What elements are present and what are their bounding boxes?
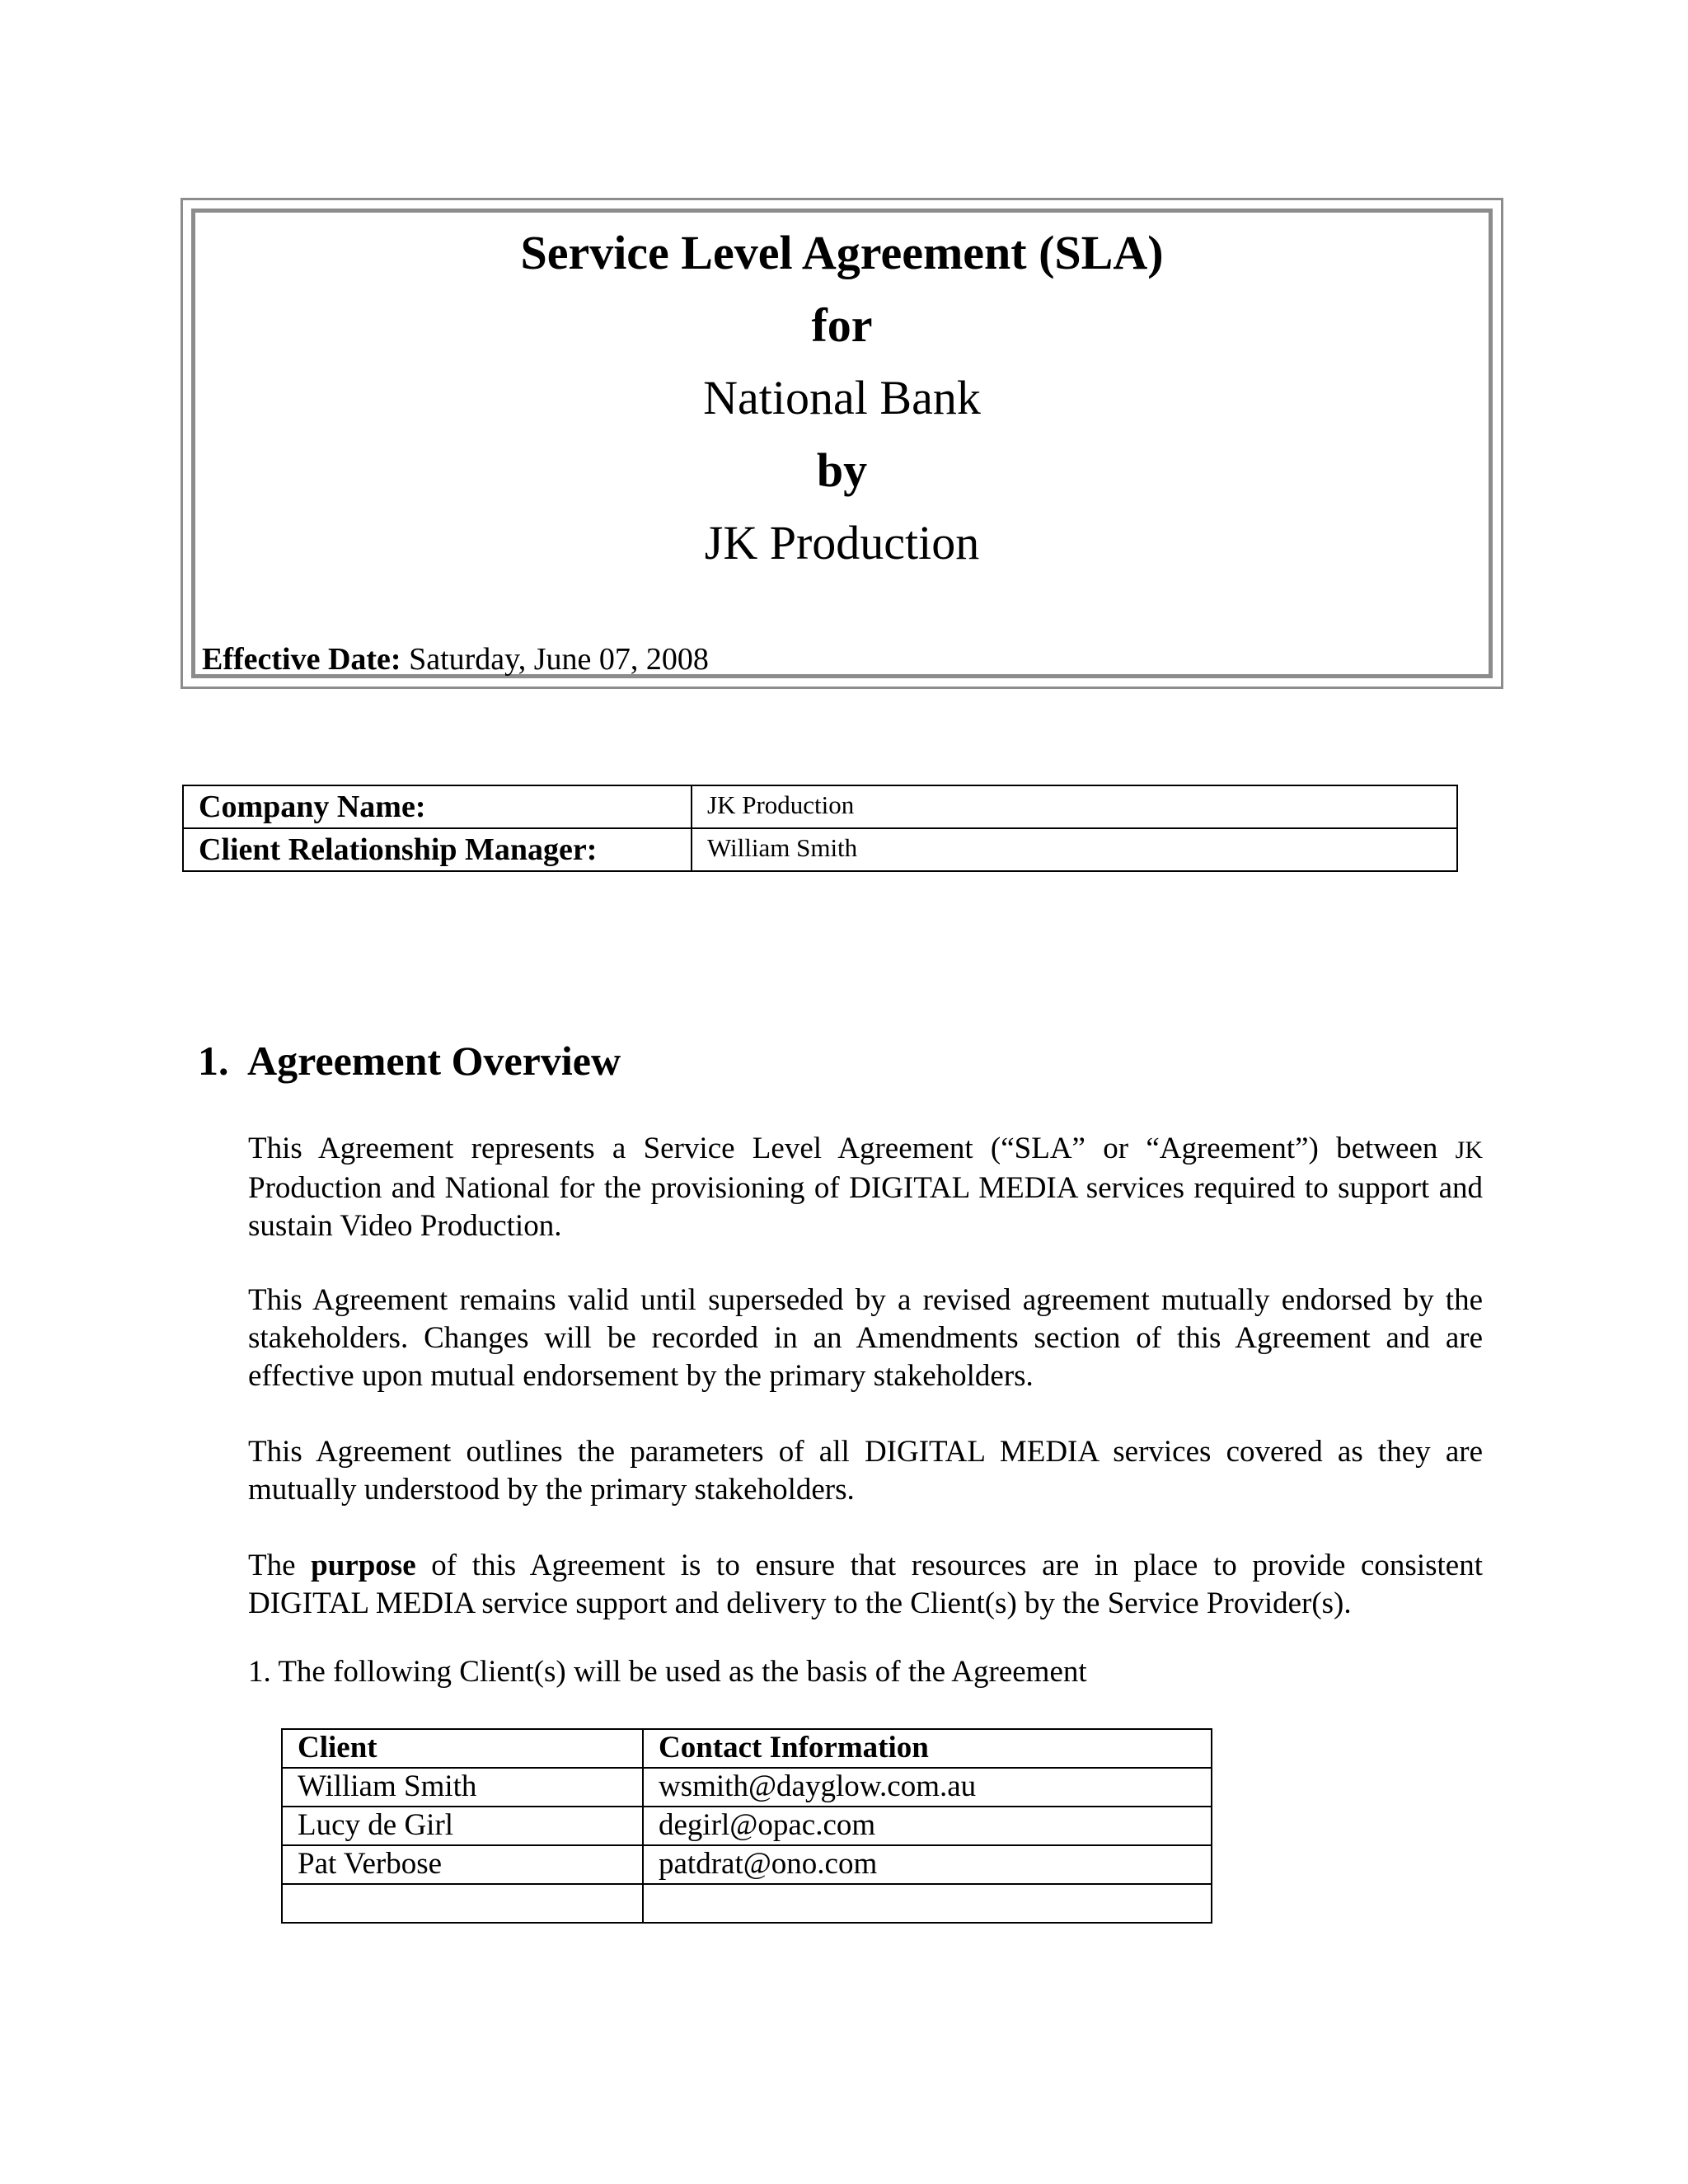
client-contact-cell: degirl@opac.com [643,1807,1212,1845]
table-row [183,785,1457,828]
section-title: Agreement Overview [247,1038,621,1084]
column-header-contact: Contact Information [643,1729,1212,1768]
paragraph-overview [248,1130,1483,1245]
paragraph-text: of this Agreement is to ensure that resources are in place to provide consistent DIGITAL MEDIA service support and delivery to the Client(s) by the Service Provider(s). [248,1549,1483,1620]
title-by: by [816,443,868,497]
client-name-cell [282,1884,643,1923]
paragraph-text: This Agreement represents a Service Level Agreement (“SLA” or “Agreement”) between [248,1132,1456,1165]
client-contact-cell: wsmith@dayglow.com.au [643,1768,1212,1807]
table-row [282,1884,1212,1923]
paragraph-parameters: This Agreement outlines the parameters of all DIGITAL MEDIA services covered as they are mutually understood by the primary stakeholders. [248,1435,1483,1507]
paragraph-text-smallcaps: JK [1455,1137,1483,1164]
title-box [181,198,1503,689]
table-header-row [282,1729,1212,1768]
paragraph-text-bold: purpose [311,1549,416,1582]
effective-date [202,641,709,677]
paragraph-purpose [248,1547,1483,1623]
client-name-cell: William Smith [282,1768,643,1807]
document-title: Service Level Agreement (SLA) [520,226,1164,279]
client-name-cell: Lucy de Girl [282,1807,643,1845]
client-name-cell: Pat Verbose [282,1845,643,1884]
paragraph-text: The [248,1549,312,1582]
title-box-inner-border [191,209,1493,678]
paragraph-text: Production and National for the provisioning of DIGITAL MEDIA services required to support and sustain Video Production. [248,1171,1483,1243]
table-row [282,1845,1212,1884]
section-number: 1. [198,1038,229,1084]
table-row [282,1768,1212,1807]
paragraph-clients-intro: 1. The following Client(s) will be used as the basis of the Agreement [248,1655,1087,1689]
client-contact-cell [643,1884,1212,1923]
company-name-label: Company Name: [183,785,692,828]
provider-name: JK Production [704,516,980,569]
company-info-table [182,785,1458,872]
company-name-value: JK Production [692,785,1457,828]
paragraph-validity: This Agreement remains valid until superseded by a revised agreement mutually endorsed by the stakeholders. Changes will be recorded in an Amendments section of this Agreement and are effective upon mutual endorsement by the primary stakeholders. [248,1283,1483,1393]
client-name: National Bank [703,371,981,424]
column-header-client: Client [282,1729,643,1768]
table-row [183,828,1457,871]
effective-date-value: Saturday, June 07, 2008 [409,642,709,677]
table-row [282,1807,1212,1845]
client-contact-cell: patdrat@ono.com [643,1845,1212,1884]
relationship-manager-label: Client Relationship Manager: [183,828,692,871]
client-table [281,1728,1212,1924]
title-for: for [811,298,873,352]
section-heading [198,1034,621,1087]
relationship-manager-value: William Smith [692,828,1457,871]
effective-date-label: Effective Date: [202,642,401,677]
